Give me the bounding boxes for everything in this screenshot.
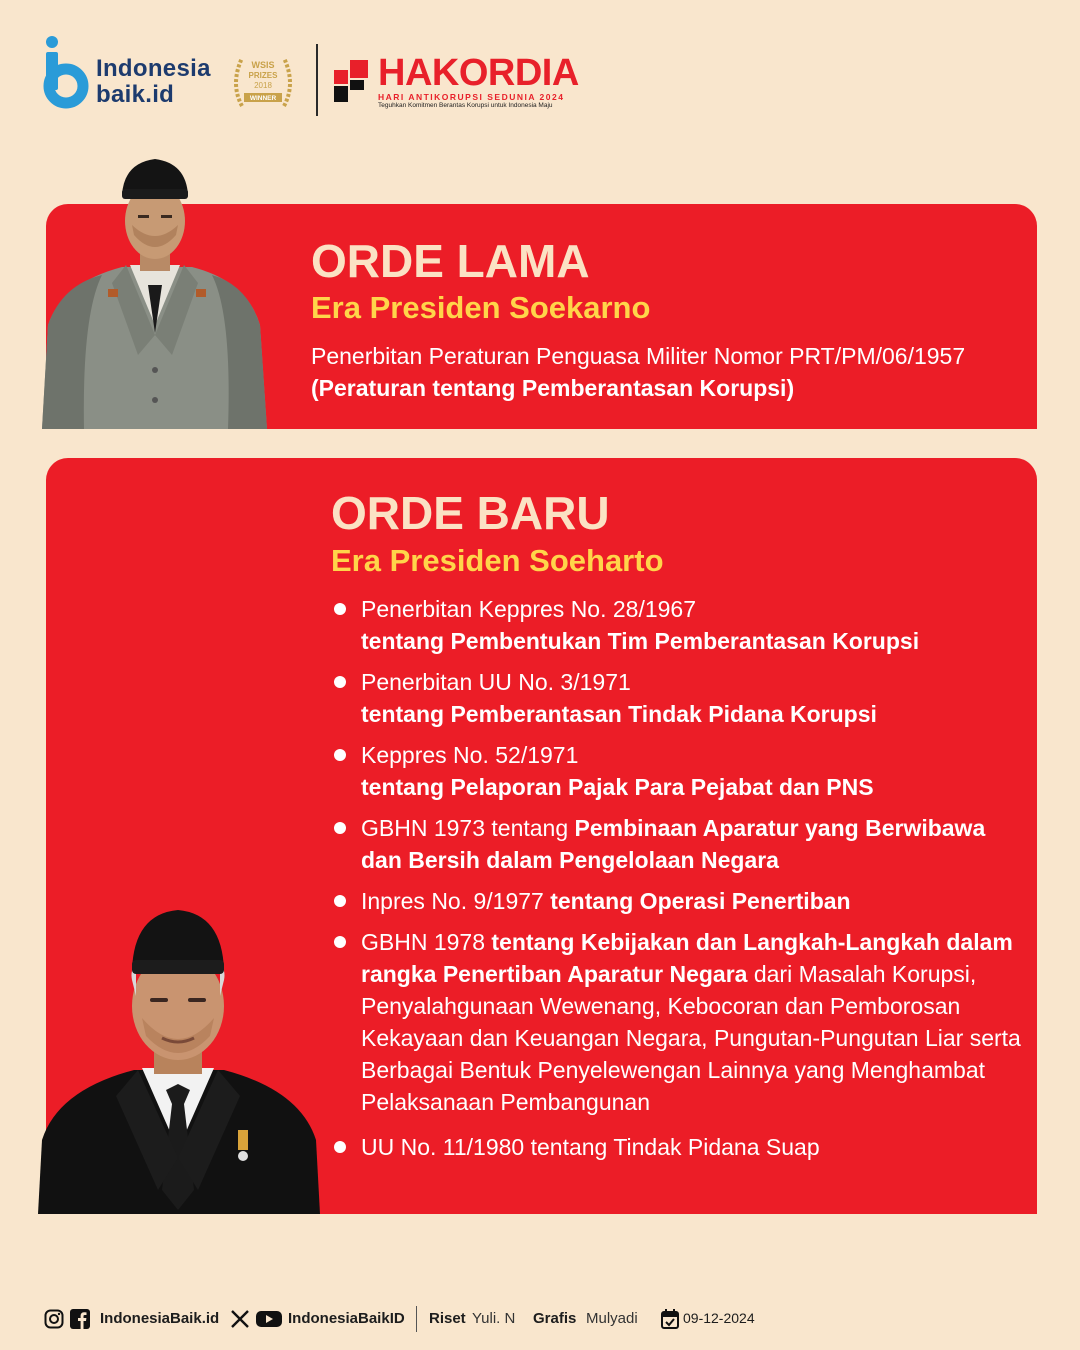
brand-line-1: Indonesia xyxy=(96,55,211,82)
youtube-icon[interactable] xyxy=(256,1309,282,1329)
orde-baru-title: ORDE BARU xyxy=(331,487,610,539)
grafis-name: Mulyadi xyxy=(586,1310,638,1327)
event-title: HAKORDIA xyxy=(378,52,579,94)
header-divider xyxy=(316,44,318,116)
orde-baru-subtitle: Era Presiden Soeharto xyxy=(331,543,664,578)
event-subtitle: HARI ANTIKORUPSI SEDUNIA 2024 xyxy=(378,92,565,102)
orde-lama-desc-regular: Penerbitan Peraturan Penguasa Militer Nomor PRT/PM/06/1957 xyxy=(311,343,966,369)
item-bold-text: tentang Kebijakan dan Langkah-Langkah dalam rangka Penertiban Aparatur Negara xyxy=(361,929,1013,987)
list-item xyxy=(331,885,1021,917)
list-item xyxy=(331,593,1021,657)
list-item xyxy=(331,926,1021,1118)
footer-date: 09-12-2024 xyxy=(683,1310,755,1326)
footer-handle-1[interactable]: IndonesiaBaik.id xyxy=(100,1310,220,1327)
grafis-label: Grafis xyxy=(533,1310,577,1327)
orde-lama-title: ORDE LAMA xyxy=(311,235,590,287)
item-bold-text: tentang Pemberantasan Tindak Pidana Korupsi xyxy=(361,701,877,727)
soekarno-portrait xyxy=(42,155,267,429)
bullet-icon xyxy=(334,822,346,834)
orde-lama-subtitle: Era Presiden Soekarno xyxy=(311,290,651,325)
bullet-icon xyxy=(334,936,346,948)
riset-name: Yuli. N xyxy=(472,1310,516,1327)
award-line-2: PRIZES xyxy=(248,71,278,80)
indonesiabaik-logo-icon xyxy=(40,34,90,112)
item-bold-text: Pembinaan Aparatur yang Berwibawa dan Bersih dalam Pengelolaan Negara xyxy=(361,815,986,873)
wsis-award-icon xyxy=(228,48,298,118)
item-bold-text: tentang Pelaporan Pajak Para Pejabat dan PNS xyxy=(361,774,874,800)
item-text: Keppres No. 52/1971 xyxy=(361,742,579,768)
item-text: Penerbitan Keppres No. 28/1967 xyxy=(361,596,697,622)
orde-lama-desc-bold: (Peraturan tentang Pemberantasan Korupsi) xyxy=(311,375,795,401)
bullet-icon xyxy=(334,895,346,907)
item-bold-text: tentang Operasi Penertiban xyxy=(550,888,851,914)
item-text: GBHN 1978 xyxy=(361,929,492,955)
item-bold-text: tentang Pembentukan Tim Pemberantasan Korupsi xyxy=(361,628,920,654)
instagram-icon[interactable] xyxy=(44,1309,64,1329)
footer-divider xyxy=(416,1306,417,1332)
brand-name xyxy=(96,56,211,108)
calendar-icon xyxy=(661,1309,679,1329)
item-text: GBHN 1973 tentang xyxy=(361,815,575,841)
item-text: UU No. 11/1980 tentang Tindak Pidana Suap xyxy=(361,1134,820,1160)
bullet-icon xyxy=(334,1141,346,1153)
riset-label: Riset xyxy=(429,1310,466,1327)
item-text: Inpres No. 9/1977 xyxy=(361,888,551,914)
item-trailing-text: dari Masalah Korupsi, Penyalahgunaan Wewenang, Kebocoran dan Pemborosan Kekayaan dan Keuangan Negara, Pungutan-Pungutan Liar serta Berbagai Bentuk Penyelewengan Lainnya yang Menghambat Pelaksanaan Pembangunan xyxy=(361,961,1021,1115)
award-line-4: WINNER xyxy=(249,95,277,102)
footer xyxy=(44,1306,804,1334)
item-text: Penerbitan UU No. 3/1971 xyxy=(361,669,631,695)
orde-lama-description xyxy=(311,340,1031,404)
bullet-icon xyxy=(334,676,346,688)
facebook-icon[interactable] xyxy=(70,1309,90,1329)
list-item xyxy=(331,1131,1021,1163)
award-line-3: 2018 xyxy=(254,81,272,90)
x-icon[interactable] xyxy=(230,1309,250,1329)
soeharto-portrait xyxy=(38,900,320,1214)
bullet-icon xyxy=(334,749,346,761)
list-item xyxy=(331,812,1021,876)
orde-baru-list xyxy=(331,593,1021,1172)
brand-line-2: baik.id xyxy=(96,81,175,108)
event-tagline: Teguhkan Komitmen Berantas Korupsi untuk Indonesia Maju xyxy=(378,102,553,109)
header xyxy=(40,34,600,124)
footer-handle-2[interactable]: IndonesiaBaikID xyxy=(288,1310,405,1327)
list-item xyxy=(331,666,1021,730)
bullet-icon xyxy=(334,603,346,615)
hakordia-logo-icon xyxy=(332,56,372,106)
award-line-1: WSIS xyxy=(251,60,275,70)
list-item xyxy=(331,739,1021,803)
